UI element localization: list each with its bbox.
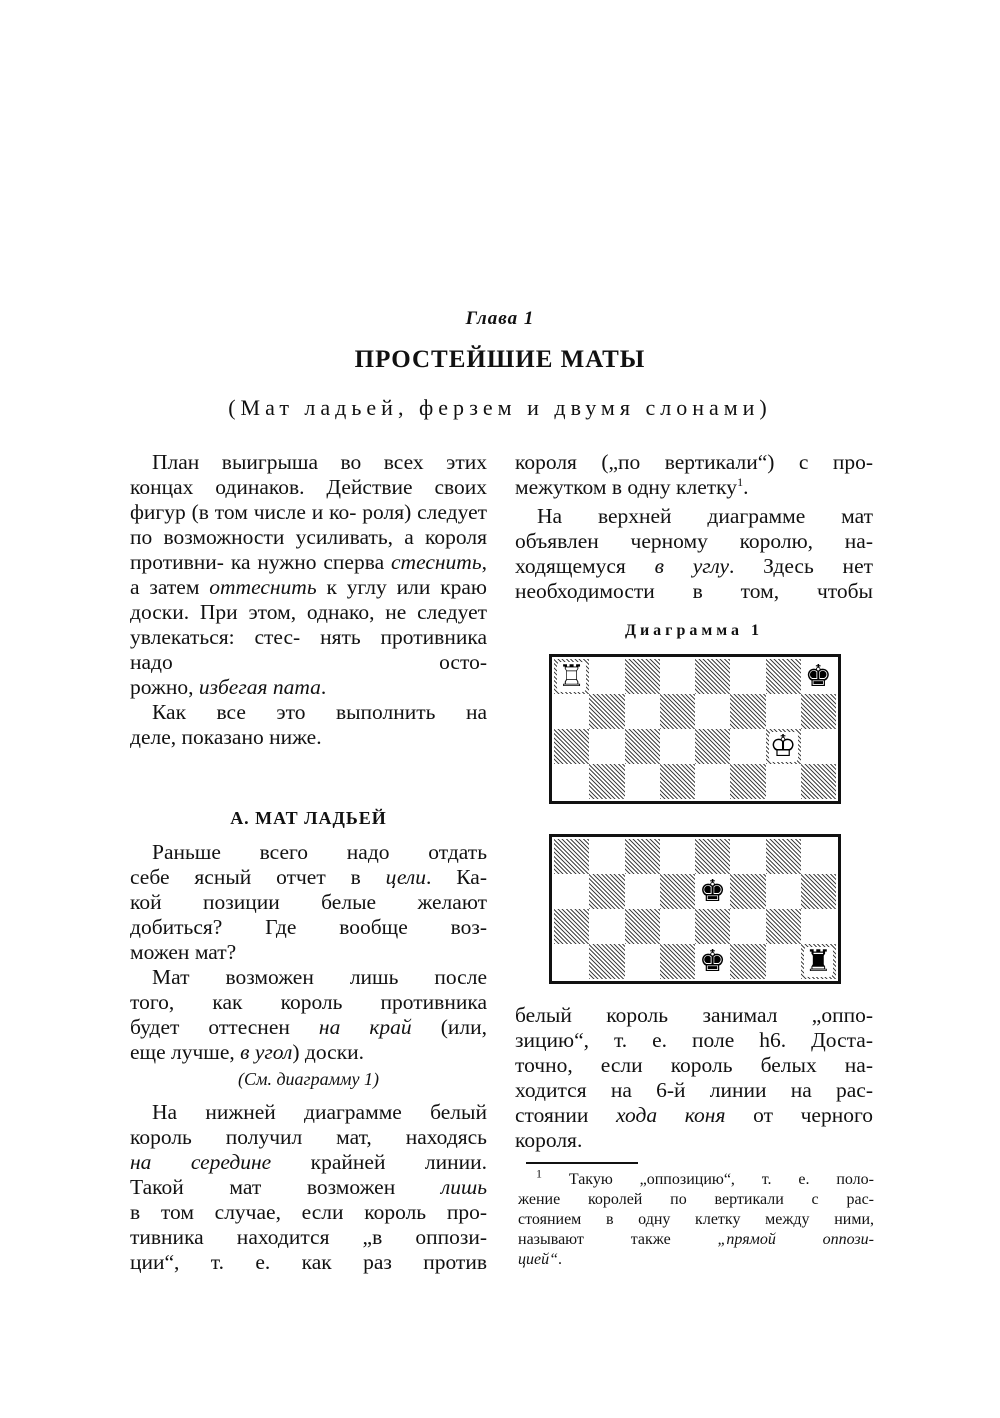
board-square	[554, 729, 589, 764]
board-square	[660, 694, 695, 729]
white-king-piece: ♔	[769, 728, 797, 764]
board-square	[766, 944, 801, 979]
board-square	[695, 874, 730, 909]
black-king-piece: ♚	[699, 873, 727, 909]
board-square	[766, 764, 801, 799]
board-square	[766, 909, 801, 944]
board-square	[660, 874, 695, 909]
board-square	[660, 909, 695, 944]
board-square	[801, 729, 836, 764]
board-square	[660, 839, 695, 874]
footnote-rule	[526, 1162, 638, 1164]
board-square	[589, 839, 624, 874]
board-square	[695, 659, 730, 694]
board-square	[730, 659, 765, 694]
board-square	[625, 764, 660, 799]
board-square	[554, 764, 589, 799]
right-column: короля („по вертикали“) с про- межутком в одну клетку$^1$. На верхней диаграмме мат объявлен черному королю, на- ходящемуся в углу. Здесь нет необходимости в том, чтобы	[515, 450, 874, 603]
white-rook-piece: ♖	[558, 658, 586, 694]
chapter-subtitle: (Мат ладьей, ферзем и двумя слонами)	[228, 395, 772, 420]
board-square	[766, 694, 801, 729]
board-square	[695, 839, 730, 874]
board-square	[625, 729, 660, 764]
paragraph: Мат возможен лишь после	[152, 965, 487, 989]
board-square	[730, 944, 765, 979]
board-square	[589, 874, 624, 909]
board-square	[766, 659, 801, 694]
chapter-title: ПРОСТЕЙШИЕ МАТЫ	[354, 346, 646, 373]
diagram-reference: (См. диаграмму 1)	[237, 1069, 380, 1089]
footnote-marker: 1	[737, 474, 744, 489]
paragraph: План выигрыша во всех этих концах одинаков. Действие своих фигур (в том числе и ко- роля) следует по возможности усиливать, а короля противни- ка нужно сперва стеснить, а затем оттеснить к углу или краю доски. При этом, однако, не следует увлекаться: стес- нять противника надо осто-	[130, 450, 488, 674]
board-square	[766, 874, 801, 909]
paragraph: деле, показано ниже.	[130, 725, 322, 749]
board-square	[801, 839, 836, 874]
board-square	[554, 839, 589, 874]
board-square	[695, 729, 730, 764]
board-square	[801, 659, 836, 694]
board-square	[660, 729, 695, 764]
right-column-continued: белый король занимал „оппо- зицию“, т. е. поле h6. Доста- точно, если король белых на- ходится на 6-й линии на рас- стоянии хода коня от черного короля.	[515, 1003, 873, 1152]
board-square	[695, 764, 730, 799]
board-square	[625, 839, 660, 874]
board-square	[589, 659, 624, 694]
board-square	[801, 944, 836, 979]
board-square	[589, 909, 624, 944]
board-square	[801, 694, 836, 729]
board-square	[625, 694, 660, 729]
board-square	[766, 839, 801, 874]
board-square	[625, 909, 660, 944]
board-square	[695, 694, 730, 729]
board-square	[660, 764, 695, 799]
black-king-piece: ♚	[804, 658, 832, 694]
paragraph: рожно, избегая пата.	[130, 675, 327, 699]
board-square	[554, 944, 589, 979]
left-column	[130, 450, 487, 750]
board-square	[801, 764, 836, 799]
paragraph: Раньше всего надо отдать	[152, 840, 487, 864]
white-rook-piece: ♜	[804, 943, 832, 979]
board-square	[801, 909, 836, 944]
board-square	[589, 694, 624, 729]
board-square	[695, 909, 730, 944]
board-square	[554, 694, 589, 729]
board-square	[589, 729, 624, 764]
board-square	[589, 764, 624, 799]
board-square	[730, 839, 765, 874]
board-square	[766, 729, 801, 764]
board-square	[625, 874, 660, 909]
board-square	[625, 944, 660, 979]
board-square	[730, 909, 765, 944]
footnote: $^1$ Такую „оппозицию“, т. е. поло- жение королей по вертикали с рас- стоянием в одну клетку между ними, называют также „прямой оппози- цией“.	[518, 1166, 875, 1268]
chess-diagram-top	[549, 654, 841, 804]
board-square	[554, 909, 589, 944]
chapter-label: Глава 1	[465, 308, 535, 329]
board-square	[730, 729, 765, 764]
white-king-piece: ♚	[699, 943, 727, 979]
left-column-section: Раньше всего надо отдать себе ясный отчет в цели. Ка- кой позиции белые желают добиться? Где вообще воз- можен мат? Мат возможен лишь после того, как король противника будет оттеснен на край (или, еще лучше, в угол) доски. (См. диаграмму 1) На нижней диаграмме белый король получил мат, находясь на середине крайней линии. Такой мат возможен лишь в том случае, если король про- тивника находится „в оппози- ции“, т. е. как раз против	[130, 840, 487, 1274]
section-title: А. МАТ ЛАДЬЕЙ	[230, 808, 387, 828]
diagram-caption: Диаграмма 1	[624, 622, 764, 639]
board-square	[801, 874, 836, 909]
board-square	[730, 764, 765, 799]
board-square	[730, 874, 765, 909]
board-square	[730, 694, 765, 729]
paragraph: На нижней диаграмме белый	[152, 1100, 487, 1124]
board-square	[554, 874, 589, 909]
chess-diagram-bottom	[549, 834, 841, 984]
board-square	[625, 659, 660, 694]
board-square	[695, 944, 730, 979]
board-square	[554, 659, 589, 694]
board-square	[660, 659, 695, 694]
board-square	[660, 944, 695, 979]
board-square	[589, 944, 624, 979]
paragraph: Как все это выполнить на	[152, 700, 487, 724]
